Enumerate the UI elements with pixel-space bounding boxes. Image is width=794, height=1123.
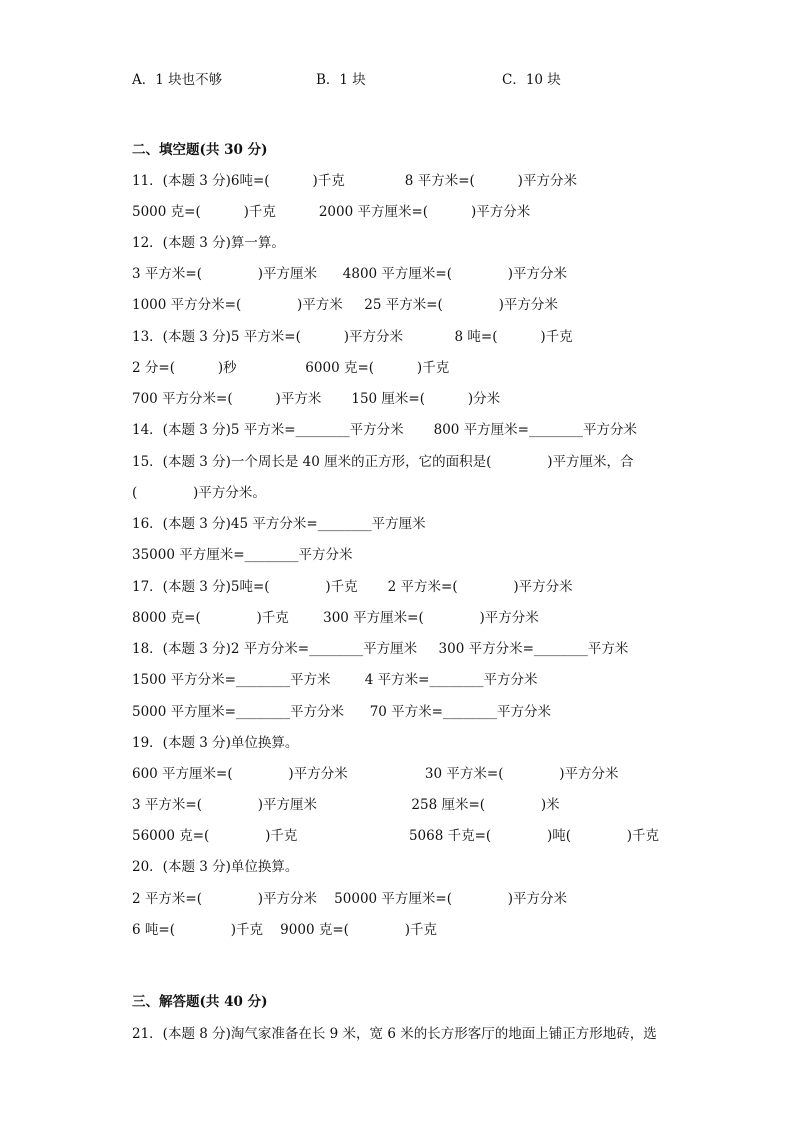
q14-line: 14．(本题 3 分)5 平方米=________平方分米 800 平方厘米=________平方分米 [132, 422, 637, 438]
q13-line-3: 700 平方分米=( )平方米 150 厘米=( )分米 [132, 391, 501, 407]
q20-line-1: 2 平方米=( )平方分米 50000 平方厘米=( )平方分米 [132, 891, 568, 907]
q13-line-1: 13．(本题 3 分)5 平方米=( )平方分米 8 吨=( )千克 [132, 329, 573, 345]
option-c: C．10 块 [502, 72, 561, 88]
option-a: A．1 块也不够 [132, 72, 223, 88]
q11-line-1: 11．(本题 3 分)6吨=( )千克 8 平方米=( )平方分米 [132, 173, 577, 189]
q19-line-2: 3 平方米=( )平方厘米 258 厘米=( )米 [132, 797, 560, 813]
section-3-heading: 三、解答题(共 40 分) [132, 994, 268, 1010]
q20-line-2: 6 吨=( )千克 9000 克=( )千克 [132, 922, 437, 938]
q13-line-2: 2 分=( )秒 6000 克=( )千克 [132, 360, 450, 376]
q20-title: 20．(本题 3 分)单位换算。 [132, 859, 299, 875]
q15-line-1: 15．(本题 3 分)一个周长是 40 厘米的正方形，它的面积是( )平方厘米，合 [132, 454, 634, 470]
q12-line-2: 1000 平方分米=( )平方米 25 平方米=( )平方分米 [132, 297, 558, 313]
q19-line-1: 600 平方厘米=( )平方分米 30 平方米=( )平方分米 [132, 766, 619, 782]
q15-line-2: ( )平方分米。 [132, 485, 266, 501]
q21-line-1: 21．(本题 8 分)淘气家准备在长 9 米，宽 6 米的长方形客厅的地面上铺正方形地砖，选 [132, 1026, 657, 1042]
q12-line-1: 3 平方米=( )平方厘米 4800 平方厘米=( )平方分米 [132, 266, 568, 282]
q17-line-2: 8000 克=( )千克 300 平方厘米=( )平方分米 [132, 610, 539, 626]
q18-line-1: 18．(本题 3 分)2 平方分米=________平方厘米 300 平方分米=________平方米 [132, 641, 629, 657]
q16-line-2: 35000 平方厘米=________平方分米 [132, 547, 353, 563]
q17-line-1: 17．(本题 3 分)5吨=( )千克 2 平方米=( )平方分米 [132, 579, 573, 595]
option-b: B．1 块 [316, 72, 366, 88]
q16-line-1: 16．(本题 3 分)45 平方分米=________平方厘米 [132, 516, 426, 532]
q11-line-2: 5000 克=( )千克 2000 平方厘米=( )平方分米 [132, 204, 531, 220]
q12-title: 12．(本题 3 分)算一算。 [132, 235, 285, 251]
q18-line-3: 5000 平方厘米=________平方分米 70 平方米=________平方分米 [132, 704, 551, 720]
q19-line-3: 56000 克=( )千克 5068 千克=( )吨( )千克 [132, 828, 660, 844]
q19-title: 19．(本题 3 分)单位换算。 [132, 735, 299, 751]
q18-line-2: 1500 平方分米=________平方米 4 平方米=________平方分米 [132, 672, 538, 688]
section-2-heading: 二、填空题(共 30 分) [132, 142, 268, 158]
